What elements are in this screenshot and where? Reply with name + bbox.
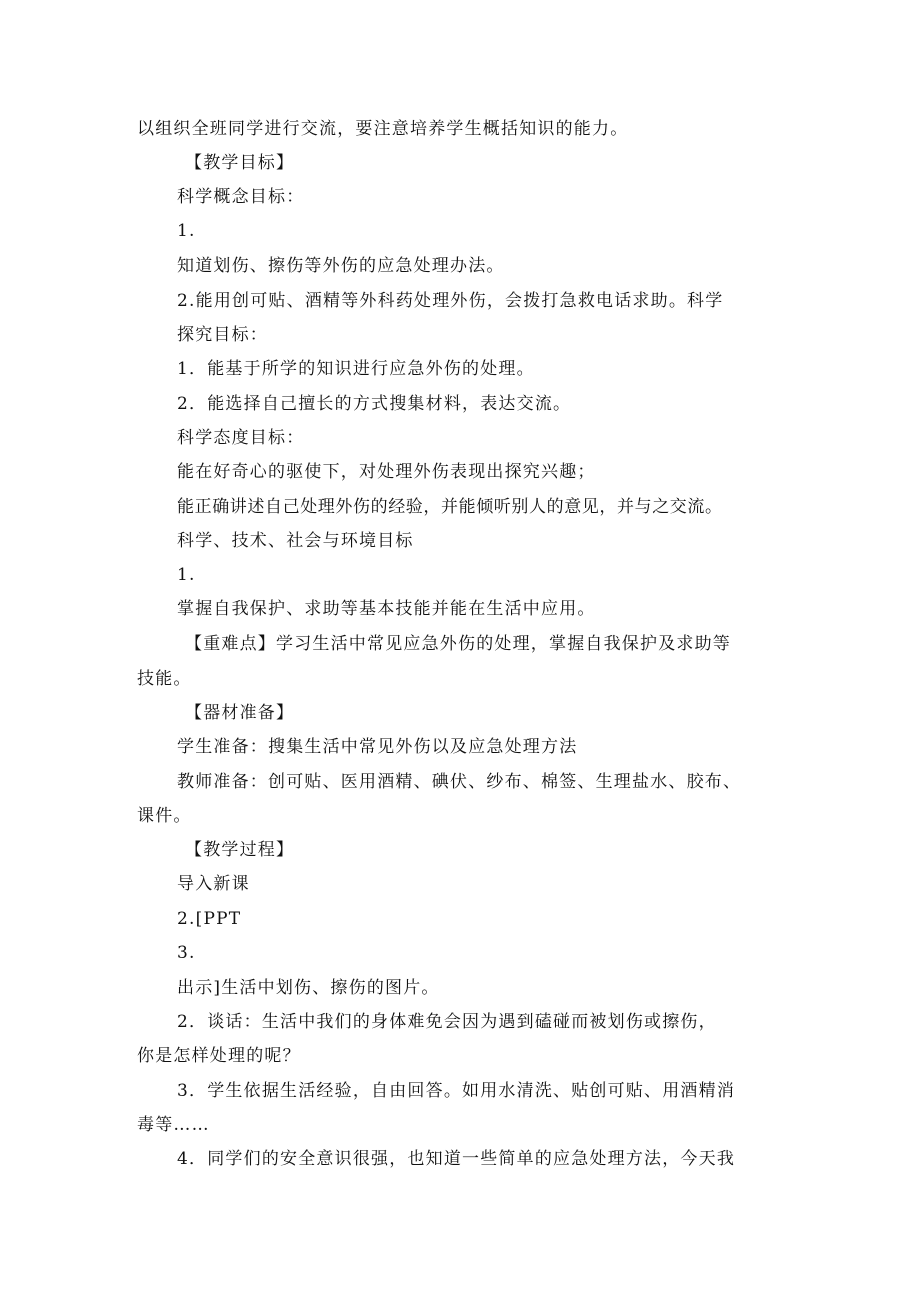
text-line: 你是怎样处理的呢？ (137, 1046, 301, 1066)
text-line: 1. (177, 565, 196, 585)
text-line: 出示]生活中划伤、擦伤的图片。 (177, 978, 440, 998)
section-heading: 【器材准备】 (185, 703, 295, 723)
text-line: 教师准备：创可贴、医用酒精、碘伏、纱布、棉签、生理盐水、胶布、 (177, 772, 742, 792)
text-line: 2．能选择自己擅长的方式搜集材料，表达交流。 (177, 394, 572, 414)
text-line: 毒等…… (137, 1115, 210, 1135)
text-line: 导入新课 (177, 874, 250, 894)
text-line: 3. (177, 943, 196, 963)
text-line: 能在好奇心的驱使下，对处理外伤表现出探究兴趣； (177, 462, 596, 482)
text-line: 探究目标： (177, 325, 268, 345)
text-line: 1. (177, 221, 196, 241)
text-line: 技能。 (137, 669, 192, 689)
text-line: 掌握自我保护、求助等基本技能并能在生活中应用。 (177, 599, 596, 619)
text-line: 以组织全班同学进行交流，要注意培养学生概括知识的能力。 (137, 119, 629, 139)
text-line: 能正确讲述自己处理外伤的经验，并能倾听别人的意见，并与之交流。 (177, 497, 723, 517)
text-line: 4．同学们的安全意识很强，也知道一些简单的应急处理方法，今天我 (177, 1149, 736, 1169)
text-line: 课件。 (137, 806, 192, 826)
text-line: 科学、技术、社会与环境目标 (177, 531, 414, 551)
text-line: 2.[PPT (177, 909, 242, 929)
text-line: 科学态度目标： (177, 428, 305, 448)
text-line: 知道划伤、擦伤等外伤的应急处理办法。 (177, 256, 505, 276)
text-line: 3．学生依据生活经验，自由回答。如用水清洗、贴创可贴、用酒精消 (177, 1081, 736, 1101)
text-line: 学生准备：搜集生活中常见外伤以及应急处理方法 (177, 737, 578, 757)
text-line: 科学概念目标： (177, 187, 305, 207)
section-heading: 【重难点】学习生活中常见应急外伤的处理，掌握自我保护及求助等 (185, 634, 731, 654)
text-line: 2.能用创可贴、酒精等外科药处理外伤，会拨打急救电话求助。科学 (177, 291, 724, 311)
section-heading: 【教学目标】 (185, 153, 295, 173)
text-line: 2．谈话：生活中我们的身体难免会因为遇到磕碰而被划伤或擦伤， (177, 1012, 717, 1032)
section-heading: 【教学过程】 (185, 840, 295, 860)
text-line: 1．能基于所学的知识进行应急外伤的处理。 (177, 359, 535, 379)
